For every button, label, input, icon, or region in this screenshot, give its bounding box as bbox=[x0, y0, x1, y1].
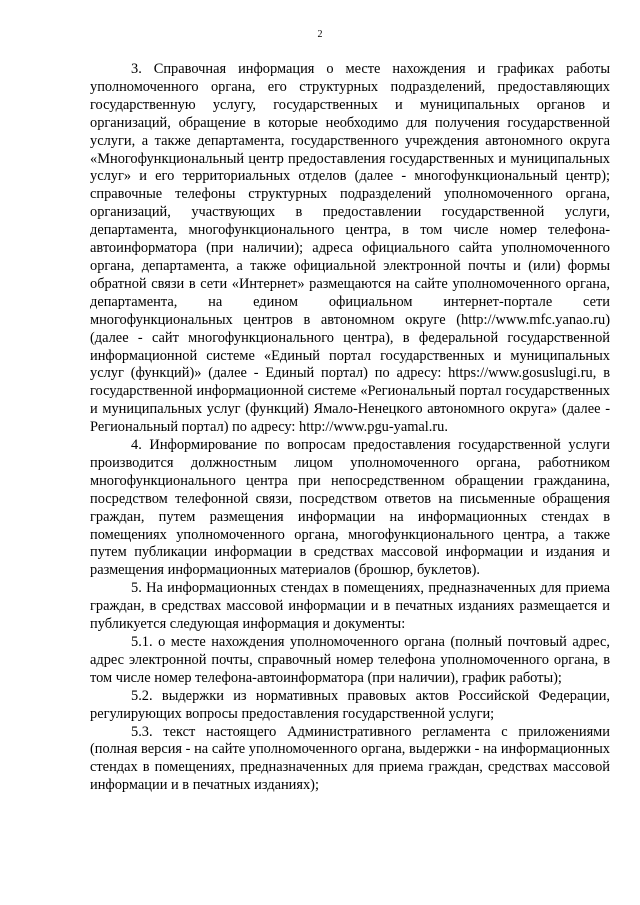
paragraph-4-informing: 4. Информирование по вопросам предоставления государственной услуги производится должностным лицом уполномоченного органа, работником многофункционального центра при непосредственном обращении гражданина, посредством телефонной связи, посредством ответов на письменные обращения граждан, путем размещения информации на информационных стендах в помещениях уполномоченного органа, многофункционального центра, а также путем публикации информации в средствах массовой информации и издания и размещения информационных материалов (брошюр, буклетов). bbox=[90, 437, 610, 579]
document-body bbox=[90, 61, 610, 795]
paragraph-5-2-regulations: 5.2. выдержки из нормативных правовых актов Российской Федерации, регулирующих вопросы предоставления государственной услуги; bbox=[90, 687, 610, 722]
paragraph-3-reference-info: 3. Справочная информация о месте нахождения и графиках работы уполномоченного органа, его структурных подразделений, предоставляющих государственную услугу, государственных и муниципальных органов и организаций, обращение в которые необходимо для получения государственной услуги, а также департамента, государственного учреждения автономного округа «Многофункциональный центр предоставления государственных и муниципальных услуг» и его территориальных отделов (далее - многофункциональный центр); справочные телефоны структурных подразделений уполномоченного органа, организаций, участвующих в предоставлении государственной услуги, департамента, многофункционального центра, в том числе номер телефона-автоинформатора (при наличии); адреса официального сайта уполномоченного органа, департамента, а также официальной электронной почты и (или) формы обратной связи в сети «Интернет» размещаются на сайте уполномоченного органа, департамента, на едином официальном интернет-портале сети многофункциональных центров в автономном округе (http://www.mfc.yanao.ru) (далее - сайт многофункционального центра), в федеральной государственной информационной системе «Единый портал государственных и муниципальных услуг (функций)» (далее - Единый портал) по адресу: https://www.gosuslugi.ru, в государственной информационной системе «Региональный портал государственных и муниципальных услуг (функций) Ямало-Ненецкого автономного округа» (далее - Региональный портал) по адресу: http://www.pgu-yamal.ru. bbox=[90, 61, 610, 436]
paragraph-5-info-stands: 5. На информационных стендах в помещениях, предназначенных для приема граждан, в средствах массовой информации и в печатных изданиях размещается и публикуется следующая информация и документы: bbox=[90, 580, 610, 633]
paragraph-5-1-location: 5.1. о месте нахождения уполномоченного органа (полный почтовый адрес, адрес электронной почты, справочный номер телефона уполномоченного органа, в том числе номер телефона-автоинформатора (при наличии), график работы); bbox=[90, 634, 610, 686]
paragraph-5-3-regulation-text: 5.3. текст настоящего Административного регламента с приложениями (полная версия - на сайте уполномоченного органа, выдержки - на информационных стендах в помещениях, предназначенных для приема граждан, средствах массовой информации и в печатных изданиях); bbox=[90, 723, 610, 794]
page-number: 2 bbox=[317, 29, 323, 40]
